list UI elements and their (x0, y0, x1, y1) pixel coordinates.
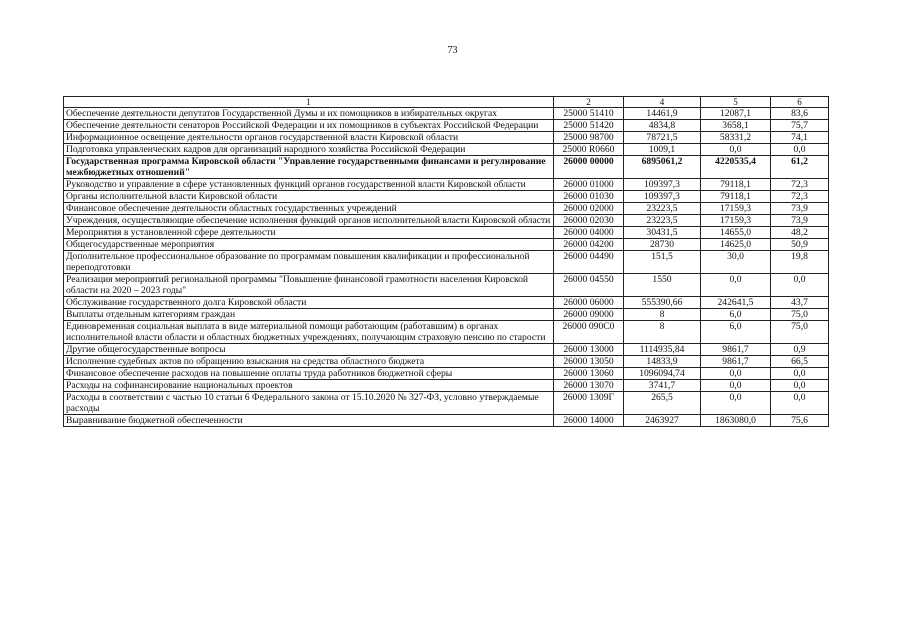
row-code-cell: 25000 51410 (554, 108, 624, 120)
row-name-cell: Исполнение судебных актов по обращению взыскания на средства областного бюджета (64, 356, 554, 368)
budget-table (63, 96, 829, 427)
row-name-cell: Учреждения, осуществляющие обеспечение исполнения функций органов исполнительной власти Кировской области (64, 215, 554, 227)
row-name-cell: Обеспечение деятельности сенаторов Российской Федерации и их помощников в субъектах Российской Федерации (64, 120, 554, 132)
row-value-col4: 8 (624, 309, 701, 321)
header-col-4: 4 (624, 97, 701, 108)
row-name-cell: Выравнивание бюджетной обеспеченности (64, 415, 554, 427)
row-name-cell: Финансовое обеспечение расходов на повышение оплаты труда работников бюджетной сферы (64, 368, 554, 380)
table-row (64, 156, 829, 179)
row-name-cell: Руководство и управление в сфере установленных функций органов государственной власти Кировской области (64, 179, 554, 191)
row-name-cell: Мероприятия в установленной сфере деятельности (64, 227, 554, 239)
row-code-cell: 26000 13070 (554, 380, 624, 392)
row-value-col5: 0,0 (701, 380, 771, 392)
row-value-col6: 61,2 (771, 156, 829, 179)
row-name-cell: Расходы в соответствии с частью 10 статьи 6 Федерального закона от 15.10.2020 № 327-ФЗ, условно утверждаемые расходы (64, 392, 554, 415)
row-code-cell: 26000 13050 (554, 356, 624, 368)
row-value-col6: 0,0 (771, 144, 829, 156)
row-code-cell: 25000 98700 (554, 132, 624, 144)
table-row (64, 297, 829, 309)
table-row (64, 203, 829, 215)
header-col-5: 5 (701, 97, 771, 108)
row-value-col6: 50,9 (771, 239, 829, 251)
row-value-col6: 0,0 (771, 392, 829, 415)
row-value-col6: 0,0 (771, 274, 829, 297)
row-value-col4: 14833,9 (624, 356, 701, 368)
row-value-col4: 78721,5 (624, 132, 701, 144)
table-row (64, 251, 829, 274)
row-value-col4: 30431,5 (624, 227, 701, 239)
table-row (64, 356, 829, 368)
table-body (64, 108, 829, 427)
row-code-cell: 26000 04550 (554, 274, 624, 297)
row-value-col4: 555390,66 (624, 297, 701, 309)
row-value-col6: 0,0 (771, 368, 829, 380)
row-value-col6: 43,7 (771, 297, 829, 309)
table-row (64, 415, 829, 427)
table-row (64, 321, 829, 344)
row-value-col6: 48,2 (771, 227, 829, 239)
table-row (64, 239, 829, 251)
row-value-col4: 1009,1 (624, 144, 701, 156)
header-row (64, 97, 829, 108)
row-value-col6: 75,7 (771, 120, 829, 132)
row-code-cell: 26000 01030 (554, 191, 624, 203)
row-name-cell: Дополнительное профессиональное образование по программам повышения квалификации и профессиональной переподготовки (64, 251, 554, 274)
row-value-col5: 3658,1 (701, 120, 771, 132)
row-code-cell: 26000 1309Г (554, 392, 624, 415)
row-name-cell: Финансовое обеспечение деятельности областных государственных учреждений (64, 203, 554, 215)
row-name-cell: Реализация мероприятий региональной программы "Повышение финансовой грамотности населения Кировской области на 2020 – 2023 годы" (64, 274, 554, 297)
table-row (64, 392, 829, 415)
row-value-col6: 74,1 (771, 132, 829, 144)
row-code-cell: 26000 01000 (554, 179, 624, 191)
row-value-col4: 14461,9 (624, 108, 701, 120)
row-value-col5: 1863080,0 (701, 415, 771, 427)
table-row (64, 380, 829, 392)
row-value-col5: 9861,7 (701, 344, 771, 356)
row-value-col6: 72,3 (771, 191, 829, 203)
row-value-col5: 58331,2 (701, 132, 771, 144)
row-code-cell: 26000 02000 (554, 203, 624, 215)
row-value-col4: 6895061,2 (624, 156, 701, 179)
row-code-cell: 26000 02030 (554, 215, 624, 227)
row-value-col5: 4220535,4 (701, 156, 771, 179)
header-col-2: 2 (554, 97, 624, 108)
table-row (64, 215, 829, 227)
row-value-col6: 0,0 (771, 380, 829, 392)
table-row (64, 309, 829, 321)
table-row (64, 368, 829, 380)
row-name-cell: Единовременная социальная выплата в виде материальной помощи работающим (работавшим) в органах исполнительной власти области и областных бюджетных учреждениях, получающим страховую пенсию по старости (64, 321, 554, 344)
row-name-cell: Органы исполнительной власти Кировской области (64, 191, 554, 203)
table-row (64, 179, 829, 191)
row-value-col6: 19,8 (771, 251, 829, 274)
row-value-col6: 72,3 (771, 179, 829, 191)
row-code-cell: 26000 04200 (554, 239, 624, 251)
row-value-col4: 23223,5 (624, 215, 701, 227)
row-name-cell: Государственная программа Кировской области "Управление государственными финансами и регулирование межбюджетных отношений" (64, 156, 554, 179)
row-value-col4: 109397,3 (624, 179, 701, 191)
row-code-cell: 26000 04000 (554, 227, 624, 239)
page-number: 73 (447, 45, 458, 56)
row-name-cell: Подготовка управленческих кадров для организаций народного хозяйства Российской Федерации (64, 144, 554, 156)
row-name-cell: Общегосударственные мероприятия (64, 239, 554, 251)
row-value-col5: 6,0 (701, 321, 771, 344)
table-row (64, 227, 829, 239)
header-col-6: 6 (771, 97, 829, 108)
row-name-cell: Обеспечение деятельности депутатов Государственной Думы и их помощников в избирательных округах (64, 108, 554, 120)
row-code-cell: 26000 06000 (554, 297, 624, 309)
row-code-cell: 26000 13060 (554, 368, 624, 380)
row-name-cell: Расходы на софинансирование национальных проектов (64, 380, 554, 392)
row-name-cell: Информационное освещение деятельности органов государственной власти Кировской области (64, 132, 554, 144)
row-code-cell: 26000 09000 (554, 309, 624, 321)
row-value-col5: 17159,3 (701, 215, 771, 227)
row-value-col5: 14655,0 (701, 227, 771, 239)
row-value-col6: 66,5 (771, 356, 829, 368)
row-value-col5: 14625,0 (701, 239, 771, 251)
row-code-cell: 25000 51420 (554, 120, 624, 132)
row-value-col5: 79118,1 (701, 179, 771, 191)
header-col-1: 1 (64, 97, 554, 108)
table-row (64, 191, 829, 203)
row-value-col4: 8 (624, 321, 701, 344)
row-value-col6: 75,0 (771, 309, 829, 321)
row-value-col5: 0,0 (701, 274, 771, 297)
row-code-cell: 26000 00000 (554, 156, 624, 179)
row-value-col5: 0,0 (701, 144, 771, 156)
row-value-col6: 73,9 (771, 215, 829, 227)
row-value-col4: 151,5 (624, 251, 701, 274)
row-value-col6: 83,6 (771, 108, 829, 120)
row-name-cell: Другие общегосударственные вопросы (64, 344, 554, 356)
row-value-col5: 242641,5 (701, 297, 771, 309)
row-code-cell: 26000 090С0 (554, 321, 624, 344)
row-value-col4: 3741,7 (624, 380, 701, 392)
row-value-col4: 109397,3 (624, 191, 701, 203)
row-value-col4: 4834,8 (624, 120, 701, 132)
row-value-col6: 73,9 (771, 203, 829, 215)
row-value-col5: 6,0 (701, 309, 771, 321)
table-row (64, 344, 829, 356)
row-value-col5: 12087,1 (701, 108, 771, 120)
row-value-col5: 17159,3 (701, 203, 771, 215)
table-header (64, 97, 829, 108)
row-value-col5: 79118,1 (701, 191, 771, 203)
row-code-cell: 25000 R0660 (554, 144, 624, 156)
row-value-col4: 2463927 (624, 415, 701, 427)
row-value-col4: 28730 (624, 239, 701, 251)
row-value-col5: 0,0 (701, 368, 771, 380)
row-value-col4: 1550 (624, 274, 701, 297)
table-row (64, 274, 829, 297)
row-value-col5: 0,0 (701, 392, 771, 415)
table-row (64, 132, 829, 144)
row-code-cell: 26000 13000 (554, 344, 624, 356)
row-value-col4: 1096094,74 (624, 368, 701, 380)
row-value-col6: 75,0 (771, 321, 829, 344)
row-value-col4: 265,5 (624, 392, 701, 415)
row-value-col6: 75,6 (771, 415, 829, 427)
row-value-col4: 1114935,84 (624, 344, 701, 356)
row-code-cell: 26000 04490 (554, 251, 624, 274)
row-value-col5: 9861,7 (701, 356, 771, 368)
row-name-cell: Обслуживание государственного долга Кировской области (64, 297, 554, 309)
row-value-col6: 0,9 (771, 344, 829, 356)
table-row (64, 120, 829, 132)
table-row (64, 144, 829, 156)
table-row (64, 108, 829, 120)
row-name-cell: Выплаты отдельным категориям граждан (64, 309, 554, 321)
row-value-col5: 30,0 (701, 251, 771, 274)
row-value-col4: 23223,5 (624, 203, 701, 215)
row-code-cell: 26000 14000 (554, 415, 624, 427)
